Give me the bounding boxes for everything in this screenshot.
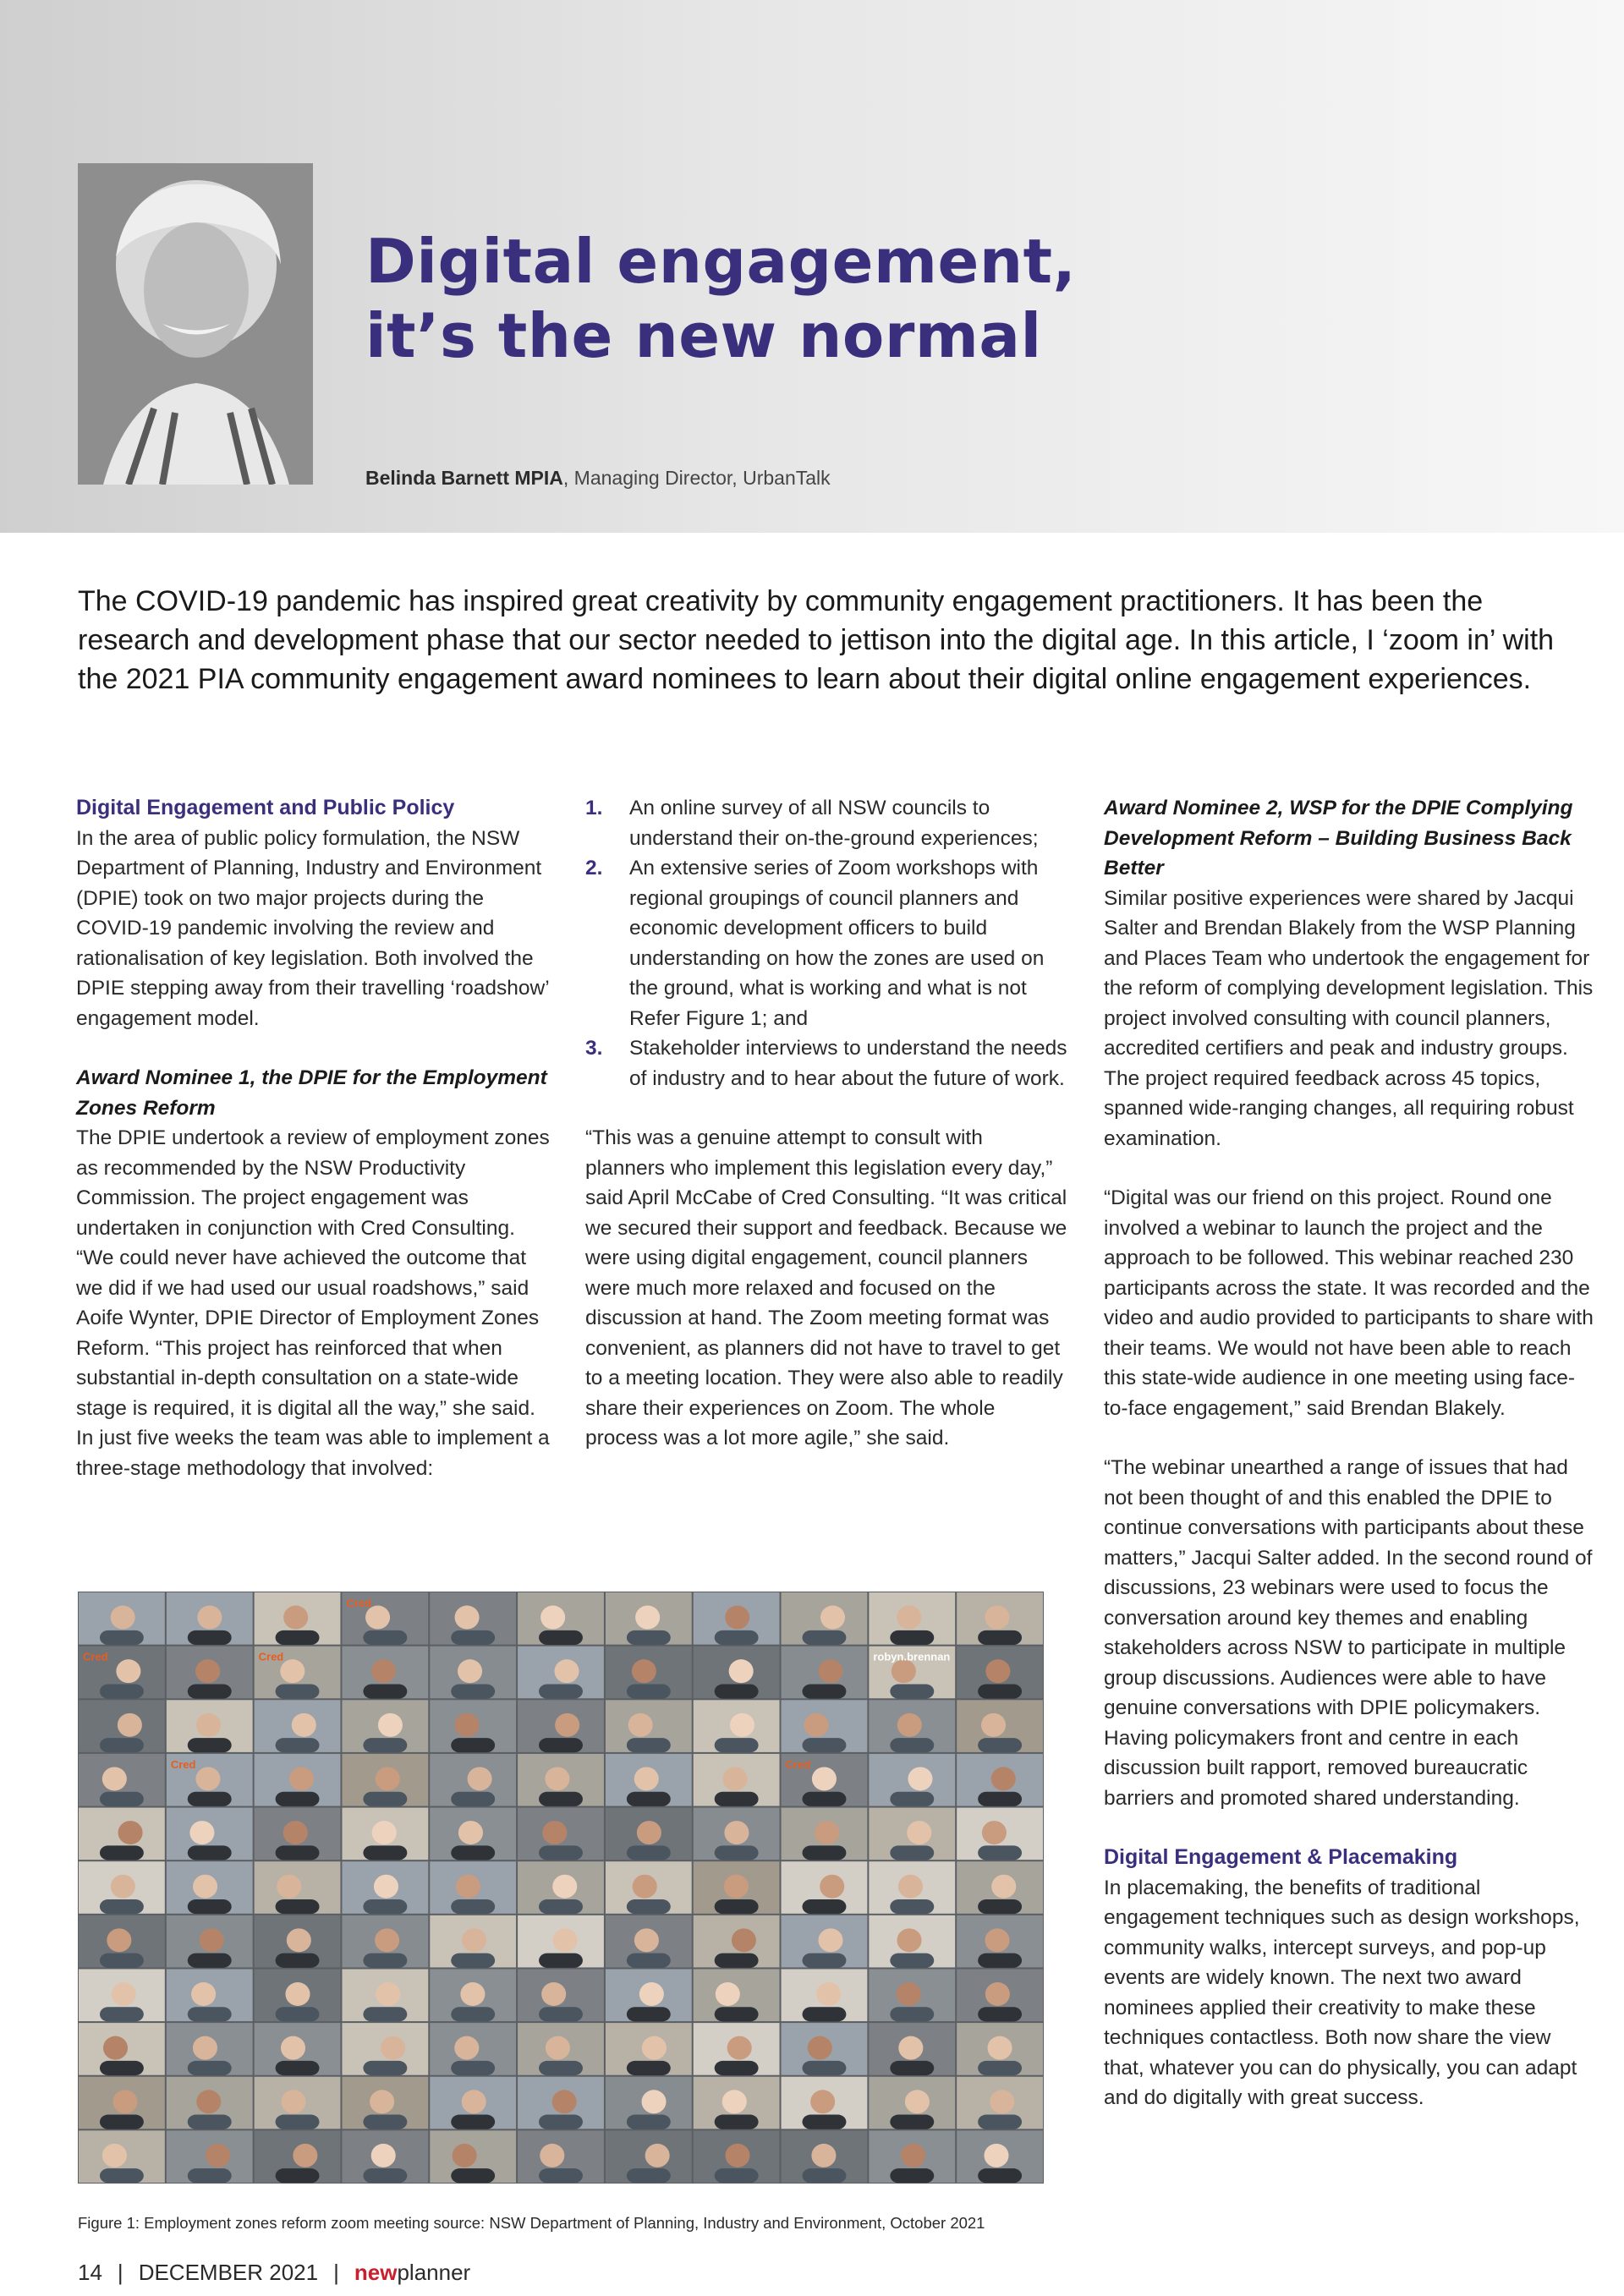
participant-tile <box>342 1915 428 1968</box>
participant-label: robyn.brennan <box>873 1650 951 1663</box>
participant-tile <box>430 1969 516 2021</box>
participant-tile <box>430 1915 516 1968</box>
participant-tile <box>782 1969 868 2021</box>
participant-tile <box>79 2023 165 2075</box>
participant-tile <box>869 1969 955 2021</box>
participant-tile <box>167 2077 253 2129</box>
participant-tile <box>430 1592 516 1645</box>
article-title <box>365 224 1076 373</box>
participant-tile <box>606 1808 692 1860</box>
participant-tile <box>694 1754 780 1806</box>
participant-tile <box>430 1861 516 1914</box>
participant-label: Cred <box>83 1650 108 1663</box>
participant-tile <box>518 1592 604 1645</box>
participant-tile <box>79 2077 165 2129</box>
participant-label: Cred <box>258 1650 284 1663</box>
paragraph: Similar positive experiences were shared by Jacqui Salter and Brendan Blakely from the WSP Planning and Places Team who undertook the engagement for the reform of complying development legislation. This project involved consulting with council planners, accredited certifiers and peak and industry groups. The project required feedback across 45 topics, spanned wide-ranging changes, all requiring robust examination. <box>1104 886 1594 1150</box>
participant-tile <box>430 2130 516 2183</box>
participant-tile <box>167 1808 253 1860</box>
list-item <box>585 1033 1067 1093</box>
footer-separator: | <box>117 2260 123 2285</box>
paragraph: “This was a genuine attempt to consult with planners who implement this legislation every day,” said April McCabe of Cred Consulting. “It was critical we secured their support and feedback. Because we were using digital engagement, council planners were much more relaxed and focused on the discussion at hand. The Zoom meeting format was convenient, as planners did not have to travel to get to a meeting location. They were also able to readily share their experiences on Zoom. The whole process was a lot more agile,” she said. <box>585 1126 1067 1449</box>
participant-tile <box>782 1700 868 1752</box>
participant-tile <box>342 1700 428 1752</box>
participant-tile <box>342 2077 428 2129</box>
participant-tile <box>342 1754 428 1806</box>
participant-tile <box>957 2130 1043 2183</box>
participant-tile <box>957 2023 1043 2075</box>
list-number: 3. <box>585 1037 603 1060</box>
participant-label: Cred <box>785 1757 811 1771</box>
participant-tile <box>255 2023 341 2075</box>
participant-tile <box>869 1861 955 1914</box>
participant-tile <box>167 1915 253 1968</box>
participant-tile <box>957 1592 1043 1645</box>
participant-tile <box>782 1647 868 1699</box>
participant-tile <box>342 1647 428 1699</box>
author-role: , Managing Director, UrbanTalk <box>562 467 831 489</box>
participant-tile <box>606 2130 692 2183</box>
zoom-meeting-figure <box>78 1592 1044 2184</box>
participant-tile <box>606 2023 692 2075</box>
participant-tile <box>255 1808 341 1860</box>
page-number: 14 <box>78 2260 102 2285</box>
participant-tile <box>782 2077 868 2129</box>
participant-tile <box>79 1861 165 1914</box>
intro-paragraph: The COVID-19 pandemic has inspired great creativity by community engagement practitioners. It has been the research and development phase that our sector needed to jettison into the digital age. In this article, I ‘zoom in’ with the 2021 PIA community engagement award nominees to learn about their digital online engagement experiences. <box>78 585 1555 695</box>
participant-tile <box>518 1808 604 1860</box>
participant-tile <box>694 1969 780 2021</box>
list-text: An online survey of all NSW councils to understand their on-the-ground experiences; <box>629 797 1039 850</box>
participant-tile <box>694 2077 780 2129</box>
brand-logo: newplanner <box>354 2260 471 2285</box>
participant-tile <box>167 1969 253 2021</box>
participant-tile <box>430 2023 516 2075</box>
participant-tile <box>606 2077 692 2129</box>
byline <box>365 467 831 490</box>
page-footer <box>78 2260 470 2286</box>
participant-tile <box>694 2023 780 2075</box>
participant-tile <box>255 1700 341 1752</box>
subsection-heading: Award Nominee 2, WSP for the DPIE Complying Development Reform – Building Business Back Better <box>1104 797 1573 879</box>
participant-tile <box>255 1592 341 1645</box>
participant-tile <box>255 2077 341 2129</box>
paragraph: “Digital was our friend on this project. Round one involved a webinar to launch the project and the approach to be followed. This webinar reached 230 participants across the state. It was recorded and the video and audio provided to participants to share with their teams. We would not have been able to reach this state-wide audience in one meeting using face-to-face engagement,” said Brendan Blakely. <box>1104 1186 1594 1420</box>
participant-tile <box>957 1647 1043 1699</box>
participant-tile <box>518 1700 604 1752</box>
issue-date: DECEMBER 2021 <box>138 2260 319 2285</box>
participant-tile <box>255 1915 341 1968</box>
participant-tile <box>342 1969 428 2021</box>
participant-tile <box>430 1754 516 1806</box>
list-item <box>585 793 1067 853</box>
participant-tile <box>957 1915 1043 1968</box>
list-text: An extensive series of Zoom workshops with regional groupings of council planners and economic development officers to build understanding on how the zones are used on the ground, what is working and what is not Refer Figure 1; and <box>629 857 1045 1030</box>
methodology-list <box>585 793 1067 1093</box>
list-item <box>585 853 1067 1033</box>
participant-tile <box>79 1969 165 2021</box>
participant-tile <box>869 1754 955 1806</box>
participant-tile <box>869 1592 955 1645</box>
participant-tile <box>782 1915 868 1968</box>
participant-tile <box>694 1647 780 1699</box>
participant-tile <box>606 1647 692 1699</box>
participant-tile <box>430 1808 516 1860</box>
participant-tile <box>79 2130 165 2183</box>
zoom-participant-grid <box>78 1592 1044 2184</box>
participant-tile <box>518 2077 604 2129</box>
column-2 <box>585 793 1067 1454</box>
section-heading: Digital Engagement & Placemaking <box>1104 1845 1458 1869</box>
participant-tile <box>957 1754 1043 1806</box>
participant-tile <box>79 1700 165 1752</box>
participant-tile <box>869 1915 955 1968</box>
participant-tile <box>782 1808 868 1860</box>
participant-tile <box>869 1700 955 1752</box>
subsection-heading: Award Nominee 1, the DPIE for the Employment Zones Reform <box>76 1066 547 1120</box>
participant-tile <box>782 1592 868 1645</box>
participant-tile <box>518 1915 604 1968</box>
paragraph: In placemaking, the benefits of traditional engagement techniques such as design workshops, community walks, intercept surveys, and pop-up events are widely known. The next two award nominees applied their creativity to make these techniques contactless. Both now share the view that, whatever you can do physically, you can adapt and do digitally with great success. <box>1104 1876 1580 2109</box>
footer-separator: | <box>333 2260 339 2285</box>
participant-tile <box>606 1592 692 1645</box>
column-1 <box>76 793 558 1483</box>
participant-tile <box>606 1861 692 1914</box>
participant-label: Cred <box>170 1757 196 1771</box>
participant-tile <box>167 1647 253 1699</box>
participant-tile <box>255 1754 341 1806</box>
column-3 <box>1104 793 1594 2113</box>
participant-tile <box>957 1969 1043 2021</box>
portrait-illustration <box>78 163 313 485</box>
participant-tile <box>957 1808 1043 1860</box>
participant-tile <box>79 1592 165 1645</box>
participant-tile <box>342 1808 428 1860</box>
participant-label: Cred <box>346 1597 372 1609</box>
participant-tile <box>957 1700 1043 1752</box>
author-name: Belinda Barnett MPIA <box>365 467 563 489</box>
participant-tile <box>342 2130 428 2183</box>
participant-tile <box>430 1700 516 1752</box>
participant-tile <box>606 1754 692 1806</box>
participant-tile <box>255 1861 341 1914</box>
participant-tile <box>606 1700 692 1752</box>
paragraph: In the area of public policy formulation, the NSW Department of Planning, Industry and Environment (DPIE) took on two major projects during the COVID-19 pandemic involving the review and rationalisation of key legislation. Both involved the DPIE stepping away from their travelling ‘roadshow’ engagement model. <box>76 826 549 1030</box>
participant-tile <box>430 2077 516 2129</box>
title-line-1: Digital engagement, <box>365 226 1077 297</box>
participant-tile <box>869 1808 955 1860</box>
paragraph: The DPIE undertook a review of employment zones as recommended by the NSW Productivity Commission. The project engagement was undertaken in conjunction with Cred Consulting. “We could never have achieved the outcome that we did if we had used our usual roadshows,” said Aoife Wynter, DPIE Director of Employment Zones Reform. “This project has reinforced that when substantial in-depth consultation on a state-wide stage is required, it is digital all the way,” she said. In just five weeks the team was able to implement a three-stage methodology that involved: <box>76 1126 550 1480</box>
participant-tile <box>694 1700 780 1752</box>
list-text: Stakeholder interviews to understand the needs of industry and to hear about the future of work. <box>629 1037 1067 1090</box>
title-line-2: it’s the new normal <box>365 300 1042 371</box>
list-number: 2. <box>585 857 603 879</box>
participant-tile <box>694 1808 780 1860</box>
participant-tile <box>79 1754 165 1806</box>
participant-tile <box>957 1861 1043 1914</box>
participant-tile <box>167 1592 253 1645</box>
participant-tile <box>342 1861 428 1914</box>
author-portrait <box>78 163 313 485</box>
section-heading: Digital Engagement and Public Policy <box>76 796 455 819</box>
participant-tile <box>869 2077 955 2129</box>
participant-tile <box>79 1915 165 1968</box>
participant-tile <box>694 1592 780 1645</box>
participant-tile <box>167 2023 253 2075</box>
participant-tile <box>518 1647 604 1699</box>
paragraph: “The webinar unearthed a range of issues that had not been thought of and this enabled the DPIE to continue conversations with participants about these matters,” Jacqui Salter added. In the second round of discussions, 23 webinars were used to focus the conversation around key themes and enabling stakeholders across NSW to participate in multiple group discussions. Audiences were able to have genuine conversations with DPIE policymakers. Having policymakers front and centre in each discussion built rapport, removed bureaucratic barriers and promoted shared understanding. <box>1104 1456 1593 1810</box>
participant-tile <box>782 2023 868 2075</box>
figure-caption: Figure 1: Employment zones reform zoom meeting source: NSW Department of Planning, Industry and Environment, October 2021 <box>78 2214 985 2232</box>
participant-tile <box>518 1861 604 1914</box>
participant-tile <box>869 2130 955 2183</box>
participant-tile <box>167 1700 253 1752</box>
participant-tile <box>606 1969 692 2021</box>
participant-tile <box>606 1915 692 1968</box>
participant-tile <box>255 2130 341 2183</box>
participant-tile <box>782 2130 868 2183</box>
participant-tile <box>694 1915 780 1968</box>
participant-tile <box>782 1861 868 1914</box>
participant-tile <box>342 2023 428 2075</box>
participant-tile <box>694 1861 780 1914</box>
list-number: 1. <box>585 797 603 819</box>
participant-tile <box>430 1647 516 1699</box>
participant-tile <box>518 2130 604 2183</box>
participant-tile <box>167 2130 253 2183</box>
participant-tile <box>255 1969 341 2021</box>
participant-tile <box>79 1808 165 1860</box>
participant-tile <box>167 1861 253 1914</box>
participant-tile <box>694 2130 780 2183</box>
participant-tile <box>518 1754 604 1806</box>
participant-tile <box>518 2023 604 2075</box>
participant-tile <box>957 2077 1043 2129</box>
participant-tile <box>518 1969 604 2021</box>
participant-tile <box>869 2023 955 2075</box>
